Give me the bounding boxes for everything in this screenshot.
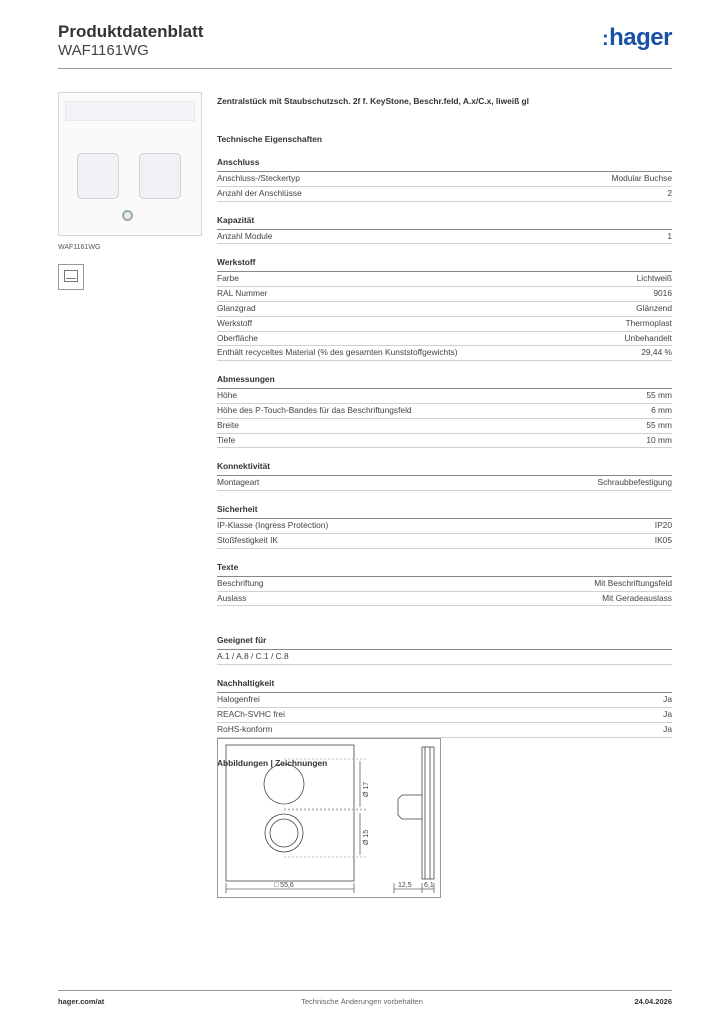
section-title: Konnektivität [217, 460, 672, 476]
spec-value: 55 mm [646, 419, 672, 430]
sustainability-row [217, 708, 672, 723]
spec-row [217, 404, 672, 419]
sustainability-value: Ja [663, 694, 672, 705]
footer-website[interactable]: hager.com/at [58, 997, 105, 1006]
spec-label: Enthält recyceltes Material (% des gesamten Kunststoffgewichts) [217, 347, 458, 358]
spec-row [217, 519, 672, 534]
spec-label: Tiefe [217, 434, 236, 445]
spec-label: IP-Klasse (Ingress Protection) [217, 520, 329, 531]
spec-value: 29,44 % [641, 347, 672, 358]
spec-row [217, 577, 672, 592]
section-title: Werkstoff [217, 256, 672, 272]
section-title: Sicherheit [217, 503, 672, 519]
document-title: Produktdatenblatt [58, 22, 204, 41]
screw-icon [122, 210, 133, 221]
section-title: Anschluss [217, 156, 672, 172]
sustainability-title: Nachhaltigkeit [217, 677, 672, 693]
suitable-value: A.1 / A.8 / C.1 / C.8 [217, 650, 672, 665]
sustainability-label: RoHS-konform [217, 723, 273, 734]
product-image [58, 92, 202, 236]
side-profile-plate [422, 747, 434, 879]
spec-label: Anschluss-/Steckertyp [217, 173, 300, 183]
spec-row [217, 346, 672, 361]
spec-row [217, 302, 672, 317]
side-profile-jack [398, 795, 422, 819]
dim-thickness-label: 6,1 [424, 882, 434, 889]
technical-heading: Technische Eigenschaften [217, 134, 323, 144]
spec-row [217, 187, 672, 202]
dim-d15-label: Ø 15 [363, 829, 370, 845]
spec-label: Anzahl Module [217, 230, 273, 241]
spec-value: IP20 [654, 520, 672, 531]
sustainability-value: Ja [663, 708, 672, 719]
spec-row [217, 419, 672, 434]
suitable-title: Geeignet für [217, 634, 672, 650]
product-description: Zentralstück mit Staubschutzsch. 2f f. KeyStone, Beschr.feld, A.x/C.x, lìweiß gl [217, 96, 529, 106]
spec-value: 55 mm [646, 390, 672, 401]
spec-row [217, 317, 672, 332]
spec-row [217, 332, 672, 347]
spec-label: RAL Nummer [217, 288, 268, 299]
image-caption: WAF1161WG [58, 244, 101, 251]
spec-label: Höhe [217, 390, 238, 401]
spec-value: 10 mm [646, 434, 672, 445]
section-title: Abmessungen [217, 373, 672, 389]
spec-label: Höhe des P-Touch-Bandes für das Beschriftungsfeld [217, 404, 412, 415]
spec-value: Thermoplast [625, 317, 672, 328]
spec-value: 6 mm [651, 404, 672, 415]
footer-divider [58, 990, 672, 991]
spec-row [217, 476, 672, 491]
product-number: WAF1161WG [58, 42, 149, 59]
spec-label: Werkstoff [217, 317, 253, 328]
spec-value: Modular Buchse [611, 173, 672, 183]
sustainability-label: Halogenfrei [217, 694, 260, 705]
spec-row [217, 172, 672, 187]
spec-label: Oberfläche [217, 332, 258, 343]
spec-value: Glänzend [636, 302, 672, 313]
document-header [58, 22, 203, 60]
jack-opening-bottom-inner [270, 819, 298, 847]
section-title: Texte [217, 561, 672, 577]
spec-row [217, 592, 672, 607]
spec-label: Montageart [217, 477, 260, 488]
logo-text: hager [609, 24, 672, 51]
spec-label: Anzahl der Anschlüsse [217, 187, 302, 198]
label-field-strip [65, 101, 195, 121]
technical-drawing [217, 738, 441, 898]
header-divider [58, 68, 672, 69]
spec-value: Unbehandelt [624, 332, 672, 343]
sustainability-rows [217, 693, 672, 737]
spec-value: 2 [667, 187, 672, 198]
spec-value: Mit Beschriftungsfeld [594, 577, 672, 588]
keystone-jack-left [77, 153, 119, 199]
spec-value: 9016 [653, 288, 672, 299]
keystone-jack-right [139, 153, 181, 199]
dim-width-label: □ 55,6 [274, 882, 294, 889]
spec-label: Breite [217, 419, 239, 430]
spec-label: Stoßfestigkeit IK [217, 534, 278, 545]
spec-value: IK05 [654, 534, 672, 545]
spec-row [217, 230, 672, 245]
jack-opening-bottom [265, 814, 303, 852]
jack-opening-top [264, 764, 304, 804]
spec-sections [217, 156, 672, 606]
dim-d17-label: Ø 17 [363, 781, 370, 797]
sustainability-value: Ja [663, 723, 672, 734]
spec-label: Farbe [217, 273, 239, 284]
product-symbol-icon [58, 264, 84, 290]
front-plate-outline [226, 745, 354, 881]
hager-logo: :hager [601, 24, 672, 51]
spec-value: Schraubbefestigung [597, 477, 672, 488]
spec-value: Lichtweiß [636, 273, 672, 284]
sustainability-row [217, 723, 672, 738]
spec-value: 1 [667, 230, 672, 241]
section-title: Kapazität [217, 214, 672, 230]
sustainability-row [217, 693, 672, 708]
spec-row [217, 287, 672, 302]
spec-row [217, 534, 672, 549]
spec-row [217, 389, 672, 404]
sustainability-label: REACh-SVHC frei [217, 708, 285, 719]
spec-label: Glanzgrad [217, 302, 256, 313]
spec-row [217, 272, 672, 287]
footer-date: 24.04.2026 [634, 997, 672, 1006]
dim-depth-label: 12,5 [398, 882, 412, 889]
spec-label: Beschriftung [217, 577, 264, 588]
drawings-title: Abbildungen | Zeichnungen [217, 757, 328, 768]
spec-label: Auslass [217, 592, 247, 603]
spec-content [217, 96, 672, 768]
footer-disclaimer: Technische Änderungen vorbehalten [301, 997, 423, 1006]
spec-value: Mit Geradeauslass [602, 592, 672, 603]
spec-row [217, 434, 672, 449]
